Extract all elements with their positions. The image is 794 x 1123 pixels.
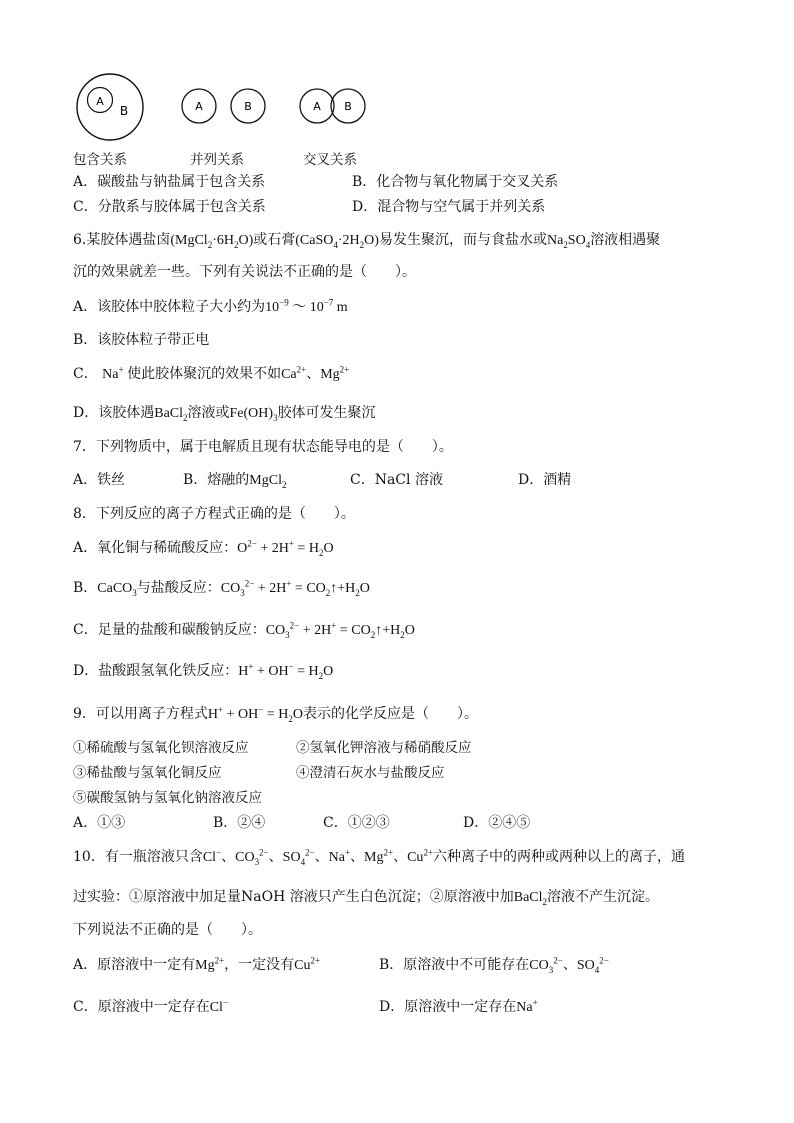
q7-option-c: C．NaCl 溶液 xyxy=(350,472,443,488)
q8-option-b: B．CaCO$_3$与盐酸反应：$CO_3^{2-} + 2H^+$ = $CO_2↑+H_2O$ xyxy=(73,578,370,598)
label-a: A xyxy=(313,100,321,113)
q8-option-d: D．盐酸跟氢氧化铁反应：$H^+ + OH^- = H_2O$ xyxy=(73,661,334,681)
q7-option-b: B．熔融的MgCl$_2$ xyxy=(183,472,287,490)
q10-option-c: C．原溶液中一定存在Cl− xyxy=(73,997,229,1015)
q10-option-d: D．原溶液中一定存在Na+ xyxy=(379,997,538,1015)
q6-option-c: C． Na+ 使此胶体聚沉的效果不如$Ca^{2+}$、$Mg^{2+}$ xyxy=(73,364,350,382)
q6-option-a: A．该胶体中胶体粒子大小约为$10^{-9}$ ～ $10^{-7}$ m xyxy=(73,297,348,315)
q6-stem-line-1: 6.某胶体遇盐卤$(MgCl_2\cdot 6H_2O)$或石膏$(CaSO_4\cdot 2H_2O)$易发生聚沉，而与食盐水或$Na_2SO_4$溶液相遇聚 xyxy=(73,232,661,250)
q6-stem-line-2: 沉的效果就差一些。下列有关说法不正确的是（ ）。 xyxy=(73,264,416,280)
caption-intersection: 交叉关系 xyxy=(303,152,357,168)
q10-stem-line-2: 过实验：①原溶液中加足量NaOH 溶液只产生白色沉淀；②原溶液中加BaCl$_2$溶液不产生沉淀。 xyxy=(73,889,660,907)
q9-item-2: ②氢氧化钾溶液与稀硝酸反应 xyxy=(296,740,472,756)
q9-item-4: ④澄清石灰水与盐酸反应 xyxy=(296,765,445,781)
q8-stem: 8．下列反应的离子方程式正确的是（ ）。 xyxy=(73,506,355,522)
q9-option-b: B．②④ xyxy=(213,815,266,831)
q7-option-a: A．铁丝 xyxy=(73,472,126,488)
intersection-diagram xyxy=(300,89,365,123)
label-a: A xyxy=(96,95,104,108)
label-b: B xyxy=(119,104,129,118)
label-a: A xyxy=(195,100,203,113)
q7-stem: 7．下列物质中，属于电解质且现有状态能导电的是（ ）。 xyxy=(73,439,453,455)
q10-option-b: B．原溶液中不可能存在$CO_3^{2-}$、$SO_4^{2-}$ xyxy=(379,955,609,975)
q9-option-c: C．①②③ xyxy=(323,815,390,831)
caption-containment: 包含关系 xyxy=(73,152,127,168)
q5-option-a: A．碳酸盐与钠盐属于包含关系 xyxy=(73,174,266,190)
parallel-diagram xyxy=(182,89,265,123)
label-b: B xyxy=(344,100,352,113)
q9-item-5: ⑤碳酸氢钠与氢氧化钠溶液反应 xyxy=(73,790,262,806)
q9-option-d: D．②④⑤ xyxy=(463,815,531,831)
label-b: B xyxy=(244,100,252,113)
q6-option-b: B．该胶体粒子带正电 xyxy=(73,332,210,348)
q5-option-d: D．混合物与空气属于并列关系 xyxy=(352,199,546,215)
set-relation-diagrams xyxy=(60,70,390,150)
q5-option-c: C．分散系与胶体属于包含关系 xyxy=(73,199,266,215)
q9-stem: 9．可以用离子方程式$H^+ + OH^- = H_2O$表示的化学反应是（ ）。 xyxy=(73,704,478,724)
q10-stem-line-1: 10．有一瓶溶液只含Cl−、$CO_3^{2-}$、$SO_4^{2-}$、Na+、$Mg^{2+}$、$Cu^{2+}$六种离子中的两种或两种以上的离子，通 xyxy=(73,847,686,867)
q8-option-c: C．足量的盐酸和碳酸钠反应：$CO_3^{2-} + 2H^+$ = $CO_2↑+H_2O$ xyxy=(73,620,415,640)
caption-parallel: 并列关系 xyxy=(190,152,244,168)
q8-option-a: A．氧化铜与稀硫酸反应：$O^{2-} + 2H^+ = H_2O$ xyxy=(73,538,334,558)
q5-option-b: B．化合物与氧化物属于交叉关系 xyxy=(352,174,559,190)
q9-option-a: A．①③ xyxy=(73,815,126,831)
q9-item-3: ③稀盐酸与氢氧化铜反应 xyxy=(73,765,222,781)
containment-diagram xyxy=(77,74,143,140)
q10-option-a: A．原溶液中一定有$Mg^{2+}$，一定没有$Cu^{2+}$ xyxy=(73,955,321,973)
q10-stem-line-3: 下列说法不正确的是（ ）。 xyxy=(73,922,262,938)
q7-option-d: D．酒精 xyxy=(518,472,572,488)
q9-item-1: ①稀硫酸与氢氧化钡溶液反应 xyxy=(73,740,249,756)
q6-option-d: D．该胶体遇BaCl$_2$溶液或$Fe(OH)_3$胶体可发生聚沉 xyxy=(73,405,376,423)
